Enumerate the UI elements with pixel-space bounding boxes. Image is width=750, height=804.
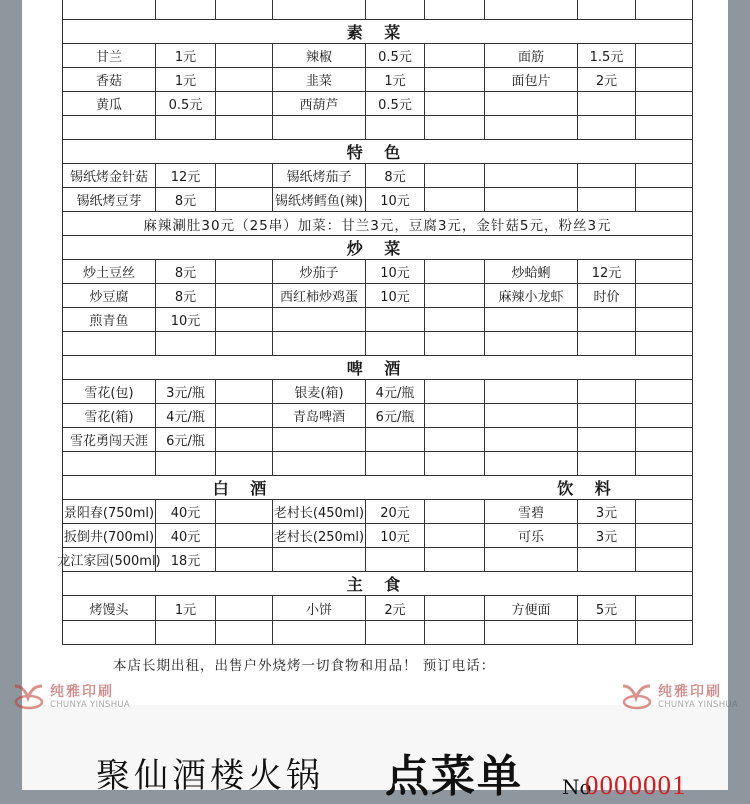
table-row (63, 43, 692, 67)
item-name (63, 116, 155, 139)
item-name (484, 116, 577, 139)
item-price (365, 332, 424, 355)
section-title-staple: 主 食 (346, 575, 409, 594)
empty-cell (215, 524, 272, 547)
item-price: 3元/瓶 (155, 380, 215, 403)
watermark-subtext: CHUNYA YINSHUA (658, 699, 739, 710)
item-name (272, 428, 365, 451)
empty-cell (215, 621, 272, 645)
item-price: 6元/瓶 (365, 404, 424, 427)
empty-cell (424, 380, 484, 403)
empty-cell (635, 452, 692, 475)
item-price: 0.5元 (365, 92, 424, 115)
empty-cell (424, 500, 484, 523)
cell (63, 0, 155, 19)
section-title-stirfry: 炒 菜 (346, 239, 409, 258)
section-header (63, 235, 692, 259)
item-name: 小饼 (272, 596, 365, 620)
item-price: 1元 (155, 44, 215, 67)
serial-prefix: No (562, 775, 592, 799)
item-name: 老村长(250ml) (272, 524, 365, 547)
table-row (63, 115, 692, 139)
item-name: 龙江家园(500ml) (57, 554, 161, 569)
empty-cell (635, 404, 692, 427)
empty-cell (215, 308, 272, 331)
item-name (484, 308, 577, 331)
empty-cell (577, 188, 635, 211)
empty-cell (424, 404, 484, 427)
table-row (63, 620, 692, 645)
item-price: 10元 (365, 284, 424, 307)
empty-cell (635, 92, 692, 115)
table-row (63, 283, 692, 307)
item-price (577, 621, 635, 645)
item-name: 面包片 (484, 68, 577, 91)
empty-cell (215, 164, 272, 187)
item-name: 麻辣小龙虾 (484, 284, 577, 307)
section-title-drinks: 饮 料 (557, 479, 619, 498)
table-row (63, 259, 692, 283)
item-name: 银麦(箱) (272, 380, 365, 403)
item-name: 锡纸烤金针菇 (69, 170, 148, 185)
empty-cell (577, 380, 635, 403)
item-price (365, 428, 424, 451)
section-header (63, 139, 692, 163)
item-price (577, 332, 635, 355)
menu-table (57, 0, 693, 645)
item-name: 西葫芦 (272, 92, 365, 115)
watermark-logo-icon (620, 682, 656, 712)
empty-cell (577, 452, 635, 475)
item-price: 时价 (577, 284, 635, 307)
empty-cell (635, 308, 692, 331)
item-name: 青岛啤酒 (272, 404, 365, 427)
empty-cell (577, 164, 635, 187)
item-name (272, 116, 365, 139)
item-price (577, 116, 635, 139)
empty-cell (635, 332, 692, 355)
item-price: 5元 (577, 596, 635, 620)
item-price (155, 621, 215, 645)
empty-cell (635, 68, 692, 91)
table-row (63, 331, 692, 355)
item-price: 8元 (155, 260, 215, 283)
empty-cell (215, 404, 272, 427)
empty-cell (635, 164, 692, 187)
item-price: 3元 (577, 524, 635, 547)
empty-cell (424, 308, 484, 331)
item-price: 1元 (155, 68, 215, 91)
section-header (63, 571, 692, 595)
item-name: 西红柿炒鸡蛋 (272, 284, 365, 307)
cell (484, 0, 577, 19)
item-name (484, 621, 577, 645)
empty-cell (484, 404, 577, 427)
table-row (57, 547, 692, 571)
item-name (484, 332, 577, 355)
empty-cell (215, 68, 272, 91)
item-name (484, 548, 577, 571)
item-price: 1.5元 (577, 44, 635, 67)
item-name (272, 621, 365, 645)
empty-cell (215, 92, 272, 115)
item-price: 10元 (155, 308, 215, 331)
table-row (63, 0, 692, 19)
watermark-text: 纯雅印刷 (658, 683, 722, 700)
item-name: 雪花勇闯天涯 (69, 434, 148, 449)
serial-number: 0000001 (585, 770, 687, 800)
empty-cell (424, 284, 484, 307)
empty-cell (424, 452, 484, 475)
item-name: 雪花(箱) (84, 410, 134, 425)
menu-title: 点菜单 (385, 751, 523, 802)
empty-cell (424, 116, 484, 139)
item-name: 锡纸烤鳕鱼(辣) (272, 188, 365, 211)
item-price: 40元 (155, 524, 215, 547)
empty-cell (215, 332, 272, 355)
watermark-right (620, 682, 738, 712)
watermark-logo-icon (12, 682, 48, 712)
item-name: 煎青鱼 (89, 314, 129, 329)
table-row (63, 499, 692, 523)
cell (215, 0, 272, 19)
footer-note: 本店长期出租，出售户外烧烤一切食物和用品！ 预订电话： (113, 658, 496, 674)
item-name: 景阳春(750ml) (63, 506, 155, 521)
item-price: 40元 (155, 500, 215, 523)
section-title-beer: 啤 酒 (346, 359, 409, 378)
empty-cell (215, 428, 272, 451)
empty-cell (484, 428, 577, 451)
item-price: 3元 (577, 500, 635, 523)
empty-cell (215, 596, 272, 620)
item-price: 1元 (365, 68, 424, 91)
empty-cell (577, 404, 635, 427)
item-price: 2元 (365, 596, 424, 620)
item-name: 扳倒井(700ml) (63, 530, 155, 545)
item-price: 2元 (577, 68, 635, 91)
section-title-liquor: 白 酒 (212, 479, 275, 498)
empty-cell (635, 380, 692, 403)
item-price: 8元 (155, 188, 215, 211)
section-header (63, 475, 692, 499)
cell (635, 0, 692, 19)
empty-cell (635, 428, 692, 451)
cell (577, 0, 635, 19)
item-price (155, 332, 215, 355)
table-row (63, 91, 692, 115)
item-name: 烤馒头 (89, 602, 129, 618)
item-name: 锡纸烤豆芽 (76, 194, 142, 209)
watermark-subtext: CHUNYA YINSHUA (50, 699, 131, 710)
empty-cell (577, 428, 635, 451)
watermark-left (12, 682, 130, 712)
empty-cell (635, 116, 692, 139)
empty-cell (424, 92, 484, 115)
item-name: 老村长(450ml) (272, 500, 365, 523)
empty-cell (424, 68, 484, 91)
item-price: 1元 (155, 596, 215, 620)
empty-cell (215, 548, 272, 571)
item-price: 0.5元 (155, 92, 215, 115)
empty-cell (635, 44, 692, 67)
restaurant-title: 聚仙酒楼火锅 (96, 756, 324, 796)
empty-cell (635, 284, 692, 307)
table-row (63, 307, 692, 331)
item-price: 10元 (365, 524, 424, 547)
empty-cell (484, 452, 577, 475)
empty-cell (484, 380, 577, 403)
empty-cell (215, 500, 272, 523)
item-name: 韭菜 (272, 68, 365, 91)
item-name: 辣椒 (272, 44, 365, 67)
item-name: 锡纸烤茄子 (272, 164, 365, 187)
cell (365, 0, 424, 19)
item-name: 可乐 (484, 524, 577, 547)
section-header (63, 19, 692, 43)
item-price: 12元 (155, 164, 215, 187)
empty-cell (635, 188, 692, 211)
item-price: 4元/瓶 (155, 404, 215, 427)
empty-cell (424, 44, 484, 67)
item-price: 0.5元 (365, 44, 424, 67)
empty-cell (424, 596, 484, 620)
item-name: 面筋 (484, 44, 577, 67)
item-name: 方便面 (484, 596, 577, 620)
empty-cell (215, 380, 272, 403)
item-name (272, 452, 365, 475)
empty-cell (215, 188, 272, 211)
empty-cell (215, 116, 272, 139)
item-name: 炒茄子 (272, 260, 365, 283)
item-name (272, 332, 365, 355)
item-name (63, 452, 155, 475)
table-row (63, 403, 692, 427)
item-price: 20元 (365, 500, 424, 523)
table-row (63, 187, 692, 211)
watermark-text: 纯雅印刷 (50, 683, 114, 700)
empty-cell (215, 260, 272, 283)
item-name: 黄瓜 (95, 98, 122, 113)
empty-cell (635, 260, 692, 283)
item-price: 12元 (577, 260, 635, 283)
specialty-note: 麻辣涮肚30元（25串）加菜：甘兰3元，豆腐3元，金针菇5元，粉丝3元 (143, 217, 612, 234)
section-title-specialty: 特 色 (346, 143, 409, 162)
empty-cell (424, 428, 484, 451)
item-price (577, 92, 635, 115)
empty-cell (424, 332, 484, 355)
item-price: 8元 (365, 164, 424, 187)
item-price (365, 452, 424, 475)
item-price: 18元 (155, 548, 215, 571)
section-header (63, 355, 692, 379)
item-name: 雪碧 (484, 500, 577, 523)
section-title-vegetables: 素 菜 (346, 23, 409, 42)
item-name (63, 332, 155, 355)
empty-cell (424, 188, 484, 211)
empty-cell (635, 596, 692, 620)
item-price (365, 116, 424, 139)
item-name: 炒豆腐 (89, 290, 129, 305)
item-price (365, 548, 424, 571)
table-row (63, 523, 692, 547)
empty-cell (215, 284, 272, 307)
item-name (484, 92, 577, 115)
empty-cell (484, 164, 577, 187)
item-name: 炒土豆丝 (82, 266, 135, 281)
empty-cell (215, 44, 272, 67)
item-name (272, 548, 365, 571)
item-price: 6元/瓶 (155, 428, 215, 451)
item-name: 甘兰 (95, 50, 122, 65)
empty-cell (424, 524, 484, 547)
table-row (63, 67, 692, 91)
item-price (365, 308, 424, 331)
table-row (63, 595, 692, 620)
empty-cell (424, 548, 484, 571)
item-price (577, 308, 635, 331)
table-row (63, 427, 692, 451)
empty-cell (424, 260, 484, 283)
empty-cell (635, 548, 692, 571)
item-name: 炒蛤蜊 (484, 260, 577, 283)
item-price (577, 548, 635, 571)
item-name: 香菇 (95, 74, 122, 89)
item-name (272, 308, 365, 331)
specialty-note-row (63, 211, 692, 235)
item-price: 8元 (155, 284, 215, 307)
table-row (63, 451, 692, 475)
empty-cell (424, 621, 484, 645)
item-price: 10元 (365, 188, 424, 211)
empty-cell (424, 164, 484, 187)
item-name: 雪花(包) (84, 386, 134, 401)
empty-cell (215, 452, 272, 475)
empty-cell (635, 500, 692, 523)
table-row (63, 379, 692, 403)
item-price (155, 116, 215, 139)
cell (155, 0, 215, 19)
table-row (63, 163, 692, 187)
item-price: 10元 (365, 260, 424, 283)
item-price (155, 452, 215, 475)
cell (424, 0, 484, 19)
cell (272, 0, 365, 19)
item-price (365, 621, 424, 645)
empty-cell (635, 524, 692, 547)
empty-cell (484, 188, 577, 211)
item-price: 4元/瓶 (365, 380, 424, 403)
empty-cell (635, 621, 692, 645)
item-name (63, 621, 155, 645)
